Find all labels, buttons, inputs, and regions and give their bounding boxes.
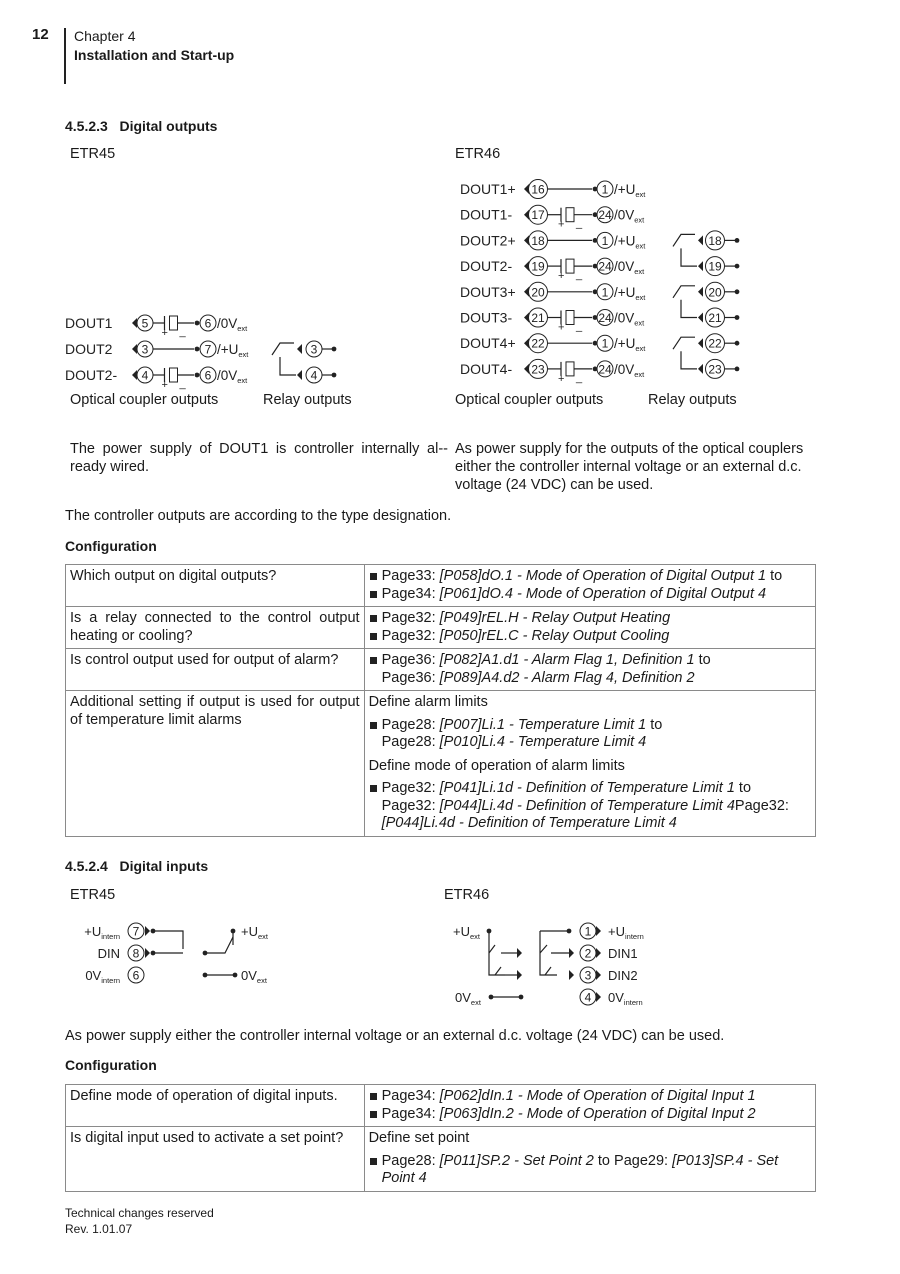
relay-contact: [673, 337, 695, 349]
pin-number: 18: [708, 233, 722, 248]
etr45-output-diagram: [60, 300, 380, 390]
connector-arrow: [596, 926, 601, 936]
config-question: Additional setting if output is used for output of temperature limit alarms: [66, 691, 365, 837]
pin-number: 7: [132, 924, 140, 939]
reference-line: [382, 734, 811, 752]
dest-label: [614, 362, 645, 379]
connector-arrow: [297, 344, 302, 354]
page-ref: Page32:: [381, 627, 440, 644]
pin-number: 1: [601, 336, 609, 351]
reference-line: [382, 652, 811, 670]
connector-arrow: [569, 948, 574, 958]
terminal-dot: [519, 995, 524, 1000]
dest-label: [614, 233, 646, 250]
terminal-dot: [735, 238, 740, 243]
parameter-ref[interactable]: [P050]rEL.C - Relay Output Cooling: [439, 627, 670, 644]
ref-suffix: to: [766, 568, 783, 584]
dest-label-main: /0V: [614, 310, 635, 326]
connector-arrow: [132, 318, 137, 328]
polarity-plus: +: [161, 379, 168, 390]
etr46-caption-relay: Relay outputs: [648, 392, 737, 408]
parameter-ref[interactable]: [P044]Li.4d - Definition of Temperature Limit 4: [381, 815, 677, 831]
parameter-ref[interactable]: [P049]rEL.H - Relay Output Heating: [439, 610, 671, 626]
pin-number: 6: [204, 316, 212, 331]
terminal-dot: [195, 373, 200, 378]
reference-item: [369, 780, 811, 833]
dest-label: [217, 368, 248, 385]
polarity-plus: +: [161, 327, 168, 339]
relay-contact: [673, 234, 695, 246]
answer-group-title: Define set point: [368, 1130, 470, 1146]
etr46-output-diagram: [455, 172, 785, 387]
io-label-sub: ext: [470, 998, 481, 1007]
polarity-minus: _: [576, 217, 583, 230]
connector-arrow: [517, 948, 522, 958]
terminal-dot: [195, 321, 200, 326]
coupler-switch: [566, 311, 574, 325]
relay-contact: [280, 357, 296, 375]
reference-item: [369, 1106, 811, 1124]
pin-number: 24: [598, 208, 612, 223]
page-ref: Page36:: [381, 669, 440, 686]
reference-line: [382, 1153, 811, 1188]
dest-label-main: /0V: [217, 368, 238, 383]
io-label: [455, 990, 482, 1007]
reference-line: [382, 568, 811, 586]
config-row: [66, 691, 816, 837]
pin-number: 24: [598, 259, 612, 274]
pin-number: 20: [708, 285, 722, 300]
chapter-header: [74, 27, 234, 65]
parameter-ref[interactable]: [P062]dIn.1 - Mode of Operation of Digital Input 1: [439, 1088, 756, 1104]
pin-number: 19: [708, 259, 722, 274]
io-label: [241, 924, 269, 941]
io-label-sub: intern: [101, 976, 120, 985]
config-question: Is control output used for output of alarm?: [66, 649, 365, 691]
page-number: 12: [32, 26, 49, 43]
reference-line: [382, 717, 811, 735]
connector-arrow: [132, 344, 137, 354]
connector-arrow: [145, 948, 150, 958]
ref-suffix: to: [734, 780, 752, 796]
reference-item: [369, 1088, 811, 1106]
page-ref: Page36:: [381, 652, 440, 668]
output-label: DOUT4+: [460, 335, 516, 352]
parameter-ref[interactable]: [P089]A4.d2 - Alarm Flag 4, Definition 2: [439, 669, 695, 686]
page-ref: Page28:: [381, 734, 440, 750]
page-ref: Page32:: [381, 610, 440, 626]
inputs-supply-note: As power supply either the controller internal voltage or an external d.c. voltage (24 VDC) can be used.: [65, 1028, 725, 1044]
reference-line: [382, 1106, 811, 1124]
reference-line: [382, 780, 811, 798]
coupler-switch: [566, 208, 574, 222]
terminal-dot: [735, 289, 740, 294]
relay-contact: [681, 351, 697, 369]
dest-label: [614, 285, 646, 302]
etr45-power-note: The power supply of DOUT1 is controller internally al-- ready wired.: [70, 441, 448, 475]
io-label: [608, 946, 638, 961]
pin-number: 6: [132, 968, 140, 983]
dest-label: [614, 182, 646, 199]
inputs-config-table: [65, 1084, 816, 1192]
parameter-ref[interactable]: [P010]Li.4 - Temperature Limit 4: [439, 734, 647, 750]
output-label: DOUT2: [65, 341, 113, 357]
config-row: [66, 649, 816, 691]
reference-item: [369, 628, 811, 646]
dest-label: [614, 336, 646, 353]
config-question: Is digital input used to activate a set point?: [66, 1127, 365, 1192]
connector-arrow: [698, 235, 703, 245]
config-row: [66, 565, 816, 607]
terminal-dot: [203, 951, 208, 956]
dest-label-sub: ext: [635, 344, 646, 354]
terminal-dot: [735, 315, 740, 320]
io-label-main: DIN1: [608, 946, 638, 961]
io-label: [608, 990, 643, 1007]
parameter-ref[interactable]: [P082]A1.d1 - Alarm Flag 1, Definition 1: [439, 652, 695, 668]
config-answer: [364, 607, 815, 649]
connector-arrow: [698, 261, 703, 271]
terminal-dot: [735, 341, 740, 346]
config-question: Is a relay connected to the control output heating or cooling?: [66, 607, 365, 649]
polarity-minus: _: [576, 269, 583, 282]
pin-number: 2: [584, 946, 592, 961]
terminal-dot: [195, 347, 200, 352]
dest-label-sub: ext: [635, 241, 646, 251]
wire: [155, 931, 183, 949]
etr45-inputs-title: ETR45: [70, 887, 116, 903]
inputs-config-heading: Configuration: [65, 1057, 157, 1073]
polarity-minus: _: [179, 326, 186, 338]
pin-number: 6: [204, 368, 212, 383]
polarity-minus: _: [576, 320, 583, 333]
reference-line: [382, 670, 811, 688]
etr45-outputs-title: ETR45: [70, 146, 116, 162]
config-row: [66, 607, 816, 649]
dest-label-main: /+U: [614, 284, 636, 300]
pin-number: 5: [141, 316, 149, 331]
etr46-caption-optical: Optical coupler outputs: [455, 392, 604, 408]
reference-item: [369, 610, 811, 628]
parameter-ref[interactable]: [P058]dO.1 - Mode of Operation of Digital Output 1: [439, 568, 767, 584]
ref-suffix: to Page29:: [593, 1152, 673, 1169]
outputs-config-heading: Configuration: [65, 538, 157, 554]
dest-label-sub: ext: [237, 376, 248, 385]
parameter-ref[interactable]: [P044]Li.4d - Definition of Temperature Limit 4: [439, 797, 735, 814]
io-label: [85, 968, 120, 985]
dest-label-sub: ext: [634, 369, 645, 379]
reference-item: [369, 717, 811, 752]
section-heading-digital-outputs: 4.5.2.3 Digital outputs: [65, 118, 218, 134]
polarity-plus: +: [558, 270, 565, 283]
ref-suffix: Page32:: [734, 797, 789, 814]
relay-contact: [681, 248, 697, 266]
connector-arrow: [698, 338, 703, 348]
io-label: [98, 946, 120, 961]
polarity-minus: _: [576, 371, 583, 384]
io-label-main: 0V: [85, 968, 102, 983]
dest-label-main: /0V: [614, 207, 635, 223]
io-label-main: +U: [608, 924, 625, 939]
pin-number: 22: [708, 336, 722, 351]
etr46-outputs-title: ETR46: [455, 146, 501, 162]
outputs-config-table: [65, 564, 816, 837]
etr46-inputs-title: ETR46: [444, 887, 490, 903]
reference-item: [369, 652, 811, 687]
switch-contact: [495, 967, 501, 975]
header-rule: [64, 28, 66, 84]
parameter-ref[interactable]: [P063]dIn.2 - Mode of Operation of Digital Input 2: [439, 1105, 756, 1122]
io-label-main: 0V: [608, 990, 624, 1005]
pin-number: 7: [204, 342, 212, 357]
pin-number: 3: [310, 342, 318, 357]
io-label-main: DIN: [97, 946, 120, 961]
section-heading-digital-inputs: 4.5.2.4 Digital inputs: [65, 858, 209, 874]
pin-number: 21: [708, 311, 722, 325]
io-label: [608, 924, 644, 941]
parameter-ref[interactable]: [P061]dO.4 - Mode of Operation of Digital Output 4: [439, 585, 767, 602]
pin-number: 1: [601, 182, 609, 197]
pin-number: 23: [708, 362, 722, 377]
coupler-switch: [566, 362, 574, 376]
page-ref: Page33:: [381, 568, 440, 584]
output-label: DOUT1: [65, 315, 113, 331]
connector-arrow: [569, 970, 574, 980]
answer-group-title: Define mode of operation of alarm limits: [368, 757, 625, 774]
dest-label-main: /0V: [217, 316, 238, 331]
pin-number: 19: [531, 259, 545, 274]
etr45-caption-optical: Optical coupler outputs: [70, 392, 219, 408]
chapter-title: Installation and Start-up: [74, 47, 235, 63]
ref-suffix: to: [646, 716, 663, 733]
output-label: DOUT2+: [460, 232, 516, 249]
reference-item: [369, 586, 811, 604]
terminal-dot: [735, 264, 740, 269]
connector-arrow: [596, 992, 601, 1002]
parameter-ref[interactable]: [P007]Li.1 - Temperature Limit 1: [439, 716, 647, 733]
dest-label: [217, 316, 248, 333]
type-designation-note: The controller outputs are according to the type designation.: [65, 508, 452, 524]
io-label-main: DIN2: [608, 968, 638, 983]
io-label: [241, 968, 268, 985]
reference-line: [382, 1088, 811, 1106]
dest-label-main: /+U: [614, 336, 636, 352]
polarity-plus: +: [558, 218, 565, 231]
connector-arrow: [132, 370, 137, 380]
io-label-main: +U: [241, 924, 258, 939]
answer-group-title: Define alarm limits: [368, 694, 488, 710]
relay-contact: [681, 300, 697, 318]
page-ref: Page28:: [381, 716, 440, 733]
page-ref: Page32:: [381, 780, 440, 796]
pin-number: 23: [531, 362, 545, 377]
config-question: Which output on digital outputs?: [66, 565, 365, 607]
dest-label-sub: ext: [634, 215, 645, 225]
dest-label-sub: ext: [635, 292, 646, 302]
output-label: DOUT1-: [460, 206, 513, 223]
terminal-dot: [151, 951, 156, 956]
parameter-ref[interactable]: [P011]SP.2 - Set Point 2: [439, 1152, 594, 1169]
config-row: [66, 1127, 816, 1192]
page-ref: Page34:: [381, 585, 440, 602]
dest-label: [614, 259, 645, 276]
reference-line: [382, 610, 811, 628]
terminal-dot: [567, 929, 572, 934]
output-label: DOUT2-: [460, 258, 513, 275]
parameter-ref[interactable]: [P041]Li.1d - Definition of Temperature Limit 1: [439, 780, 735, 796]
io-label-main: 0V: [241, 968, 257, 983]
dest-label-main: /+U: [614, 233, 636, 249]
io-label: [84, 924, 120, 941]
connector-arrow: [698, 364, 703, 374]
dest-label: [614, 311, 645, 328]
config-answer: [364, 565, 815, 607]
config-answer: [364, 1085, 815, 1127]
reference-item: [369, 568, 811, 586]
pin-number: 4: [584, 990, 592, 1005]
relay-contact: [673, 286, 695, 298]
pin-number: 1: [584, 924, 592, 939]
switch-contact: [205, 937, 233, 953]
reference-line: [382, 628, 811, 646]
page-ref: Page32:: [381, 797, 440, 814]
io-label-sub: intern: [623, 998, 643, 1007]
polarity-plus: +: [558, 321, 565, 334]
etr45-input-diagram: [65, 915, 295, 990]
reference-item: [369, 1153, 811, 1188]
connector-arrow: [698, 313, 703, 323]
footer-line-1: Technical changes reserved: [65, 1206, 214, 1220]
page-ref: Page34:: [381, 1088, 440, 1104]
footer-line-2: Rev. 1.01.07: [65, 1222, 133, 1236]
dest-label-sub: ext: [634, 267, 645, 277]
dest-label-sub: ext: [634, 318, 645, 328]
etr46-power-note: As power supply for the outputs of the optical couplers either the controller internal voltage or an external d.c. voltage (24 VDC) can be used.: [455, 441, 804, 493]
terminal-dot: [735, 367, 740, 372]
pin-number: 22: [531, 336, 545, 351]
pin-number: 1: [601, 233, 609, 248]
dest-label-sub: ext: [635, 190, 646, 199]
page-ref: Page28:: [381, 1152, 440, 1169]
config-answer: [364, 1127, 815, 1192]
pin-number: 16: [531, 182, 545, 197]
pin-number: 17: [531, 208, 545, 223]
coupler-switch: [170, 368, 178, 382]
io-label-sub: ext: [257, 932, 268, 941]
pin-number: 1: [601, 285, 609, 300]
chapter-number: Chapter 4: [74, 28, 136, 44]
pin-number: 3: [584, 968, 592, 983]
switch-contact: [545, 967, 551, 975]
config-answer: [364, 649, 815, 691]
dest-label: [614, 208, 645, 225]
etr46-input-diagram: [445, 915, 675, 1013]
terminal-dot: [332, 373, 337, 378]
dest-label-sub: ext: [238, 350, 249, 359]
dest-label-main: /0V: [614, 259, 635, 275]
connector-arrow: [517, 970, 522, 980]
connector-arrow: [596, 948, 601, 958]
connector-arrow: [698, 287, 703, 297]
io-label: [453, 924, 481, 941]
terminal-dot: [233, 973, 238, 978]
io-label-sub: ext: [256, 976, 267, 985]
switch-contact: [540, 945, 547, 953]
dest-label-main: /0V: [614, 361, 635, 377]
page-ref: Page34:: [381, 1105, 440, 1122]
connector-arrow: [596, 970, 601, 980]
dest-label-main: /+U: [217, 342, 239, 357]
pin-number: 4: [141, 368, 149, 383]
relay-contact: [272, 343, 294, 355]
polarity-plus: +: [558, 372, 565, 385]
switch-contact: [489, 945, 495, 953]
reference-line: [382, 586, 811, 604]
pin-number: 21: [531, 311, 545, 325]
output-label: DOUT1+: [460, 181, 516, 197]
polarity-minus: _: [179, 378, 186, 390]
dest-label-main: /+U: [614, 182, 636, 197]
output-label: DOUT3+: [460, 283, 516, 300]
output-label: DOUT4-: [460, 360, 513, 377]
pin-number: 24: [598, 362, 612, 377]
reference-line: [382, 815, 811, 833]
output-label: DOUT2-: [65, 367, 118, 383]
pin-number: 18: [531, 233, 545, 248]
dest-label-sub: ext: [237, 324, 248, 333]
config-row: [66, 1085, 816, 1127]
io-label-sub: intern: [101, 932, 120, 941]
pin-number: 4: [310, 368, 318, 383]
terminal-dot: [151, 929, 156, 934]
etr45-caption-relay: Relay outputs: [263, 392, 352, 408]
pin-number: 3: [141, 342, 149, 357]
pin-number: 24: [598, 311, 612, 325]
dest-label: [217, 342, 249, 359]
ref-suffix: to: [694, 652, 711, 668]
io-label-sub: ext: [469, 932, 480, 941]
footer: [65, 1205, 214, 1237]
io-label-sub: intern: [624, 932, 644, 941]
io-label-main: 0V: [455, 990, 471, 1005]
config-question: Define mode of operation of digital inputs.: [66, 1085, 365, 1127]
terminal-dot: [332, 347, 337, 352]
pin-number: 20: [531, 285, 545, 300]
output-label: DOUT3-: [460, 309, 513, 326]
io-label-main: +U: [84, 924, 102, 939]
io-label-main: +U: [453, 924, 470, 939]
parameter-ref[interactable]: [P013]SP.4 - Set Point 4: [381, 1152, 779, 1186]
connector-arrow: [145, 926, 150, 936]
coupler-switch: [566, 259, 574, 273]
coupler-switch: [170, 316, 178, 330]
io-label: [608, 968, 638, 983]
config-answer: [364, 691, 815, 837]
connector-arrow: [297, 370, 302, 380]
reference-line: [382, 798, 811, 816]
pin-number: 8: [132, 946, 140, 961]
